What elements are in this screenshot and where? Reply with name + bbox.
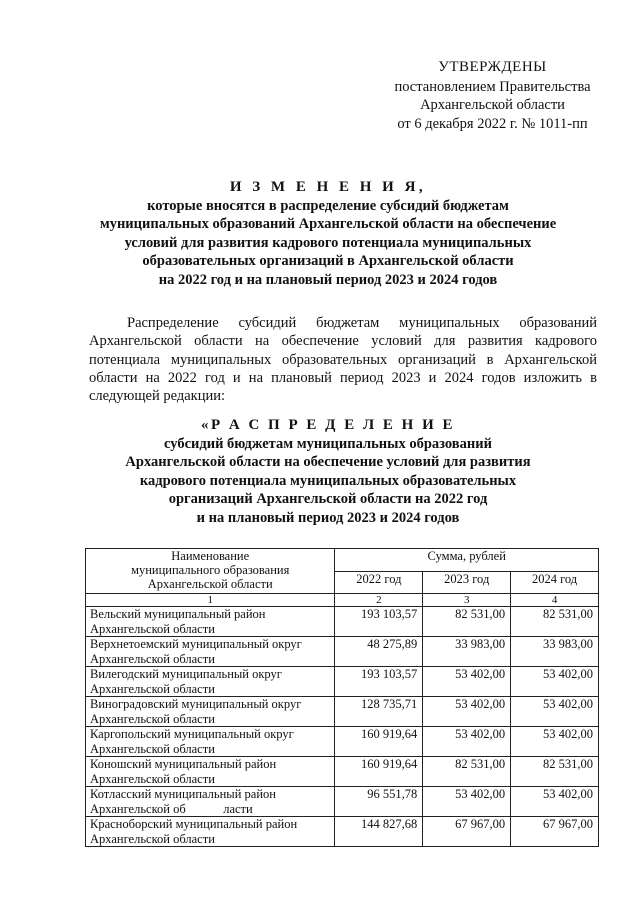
municipality-name-line: Архангельской области bbox=[90, 681, 215, 696]
header-name-cell bbox=[86, 549, 335, 594]
table-row bbox=[86, 787, 599, 817]
municipality-name-line: Архангельской области bbox=[90, 711, 215, 726]
amount-2023: 82 531,00 bbox=[423, 757, 511, 787]
header-year-2023: 2023 год bbox=[423, 571, 511, 594]
table-row bbox=[86, 697, 599, 727]
amount-2023: 33 983,00 bbox=[423, 637, 511, 667]
amount-2023: 53 402,00 bbox=[423, 727, 511, 757]
amount-2022: 193 103,57 bbox=[335, 607, 423, 637]
amount-2022: 96 551,78 bbox=[335, 787, 423, 817]
municipality-name-line: Виноградовский муниципальный округ bbox=[90, 697, 302, 711]
amount-2022: 160 919,64 bbox=[335, 757, 423, 787]
municipality-name-line: Архангельской об ласти bbox=[90, 801, 253, 816]
amount-2023: 67 967,00 bbox=[423, 817, 511, 847]
approval-line: постановлением Правительства bbox=[394, 78, 591, 95]
municipality-name-line: Верхнетоемский муниципальный округ bbox=[90, 637, 302, 651]
table-row bbox=[86, 727, 599, 757]
municipality-name-line: Коношский муниципальный район bbox=[90, 757, 277, 771]
changes-line: образовательных организаций в Архангельской области bbox=[142, 253, 514, 269]
changes-line: условий для развития кадрового потенциала муниципальных bbox=[124, 234, 532, 251]
amount-2024: 82 531,00 bbox=[511, 757, 599, 787]
municipality-name-line: Вельский муниципальный район bbox=[90, 607, 266, 621]
intro-paragraph: Распределение субсидий бюджетам муниципальных образований Архангельской области на обеспечение условий для развития кадрового потенциала муниципальных образовательных организаций в Архангельской области на 2022 год и на плановый период 2023 и 2024 годов изложить в следующей редакции: bbox=[89, 315, 597, 405]
distribution-title: «Р А С П Р Е Д Е Л Е Н И Е bbox=[200, 417, 455, 433]
amount-2024: 53 402,00 bbox=[511, 727, 599, 757]
municipality-name bbox=[86, 637, 335, 667]
municipality-name bbox=[86, 667, 335, 697]
amount-2022: 128 735,71 bbox=[335, 697, 423, 727]
municipality-name bbox=[86, 787, 335, 817]
distribution-title-block bbox=[60, 416, 596, 527]
municipality-name-line: Архангельской области bbox=[90, 831, 215, 846]
changes-line: на 2022 год и на плановый период 2023 и 2024 годов bbox=[158, 271, 498, 288]
changes-title: И З М Е Н Е Н И Я, bbox=[229, 179, 427, 195]
changes-title-block bbox=[60, 178, 596, 289]
municipality-name-line: Вилегодский муниципальный округ bbox=[90, 667, 282, 681]
amount-2023: 53 402,00 bbox=[423, 787, 511, 817]
table-row bbox=[86, 637, 599, 667]
amount-2022: 48 275,89 bbox=[335, 637, 423, 667]
distribution-line: Архангельской области на обеспечение условий для развития bbox=[125, 454, 531, 470]
changes-line: которые вносятся в распределение субсидий бюджетам bbox=[147, 197, 509, 214]
approval-line: от 6 декабря 2022 г. № 1011-пп bbox=[397, 115, 588, 132]
header-name-line: Наименование bbox=[171, 549, 250, 563]
header-sum: Сумма, рублей bbox=[335, 549, 599, 572]
header-year-2024: 2024 год bbox=[511, 571, 599, 594]
header-name-line: муниципального образования bbox=[131, 563, 290, 577]
amount-2023: 53 402,00 bbox=[423, 667, 511, 697]
amount-2024: 33 983,00 bbox=[511, 637, 599, 667]
header-name-line: Архангельской области bbox=[147, 577, 273, 591]
subsidy-table bbox=[85, 548, 599, 847]
amount-2024: 82 531,00 bbox=[511, 607, 599, 637]
distribution-line: кадрового потенциала муниципальных образовательных bbox=[139, 472, 517, 489]
municipality-name-line: Архангельской области bbox=[90, 771, 215, 786]
table-row bbox=[86, 817, 599, 847]
municipality-name-line: Каргопольский муниципальный округ bbox=[90, 727, 294, 741]
municipality-name bbox=[86, 697, 335, 727]
amount-2024: 53 402,00 bbox=[511, 667, 599, 697]
municipality-name bbox=[86, 757, 335, 787]
approval-heading: УТВЕРЖДЕНЫ bbox=[438, 59, 547, 75]
distribution-line: организаций Архангельской области на 2022 год bbox=[168, 491, 488, 507]
municipality-name bbox=[86, 727, 335, 757]
column-number: 1 bbox=[86, 594, 335, 607]
municipality-name-line: Архангельской области bbox=[90, 741, 215, 756]
distribution-line: субсидий бюджетам муниципальных образований bbox=[164, 435, 492, 452]
changes-line: муниципальных образований Архангельской области на обеспечение bbox=[99, 216, 557, 232]
table-row bbox=[86, 667, 599, 697]
municipality-name-line: Архангельской области bbox=[90, 651, 215, 666]
table-body bbox=[86, 607, 599, 847]
table-row bbox=[86, 757, 599, 787]
approval-block bbox=[370, 58, 615, 133]
column-number: 2 bbox=[335, 594, 423, 607]
amount-2022: 193 103,57 bbox=[335, 667, 423, 697]
amount-2023: 53 402,00 bbox=[423, 697, 511, 727]
amount-2022: 144 827,68 bbox=[335, 817, 423, 847]
distribution-line: и на плановый период 2023 и 2024 годов bbox=[196, 509, 460, 526]
table-row bbox=[86, 607, 599, 637]
amount-2024: 67 967,00 bbox=[511, 817, 599, 847]
amount-2023: 82 531,00 bbox=[423, 607, 511, 637]
municipality-name-line: Котласский муниципальный район bbox=[90, 787, 276, 801]
column-number: 4 bbox=[511, 594, 599, 607]
approval-line: Архангельской области bbox=[420, 97, 565, 113]
column-number: 3 bbox=[423, 594, 511, 607]
amount-2024: 53 402,00 bbox=[511, 787, 599, 817]
amount-2022: 160 919,64 bbox=[335, 727, 423, 757]
municipality-name bbox=[86, 607, 335, 637]
amount-2024: 53 402,00 bbox=[511, 697, 599, 727]
header-year-2022: 2022 год bbox=[335, 571, 423, 594]
municipality-name bbox=[86, 817, 335, 847]
municipality-name-line: Архангельской области bbox=[90, 621, 215, 636]
municipality-name-line: Красноборский муниципальный район bbox=[90, 817, 298, 831]
